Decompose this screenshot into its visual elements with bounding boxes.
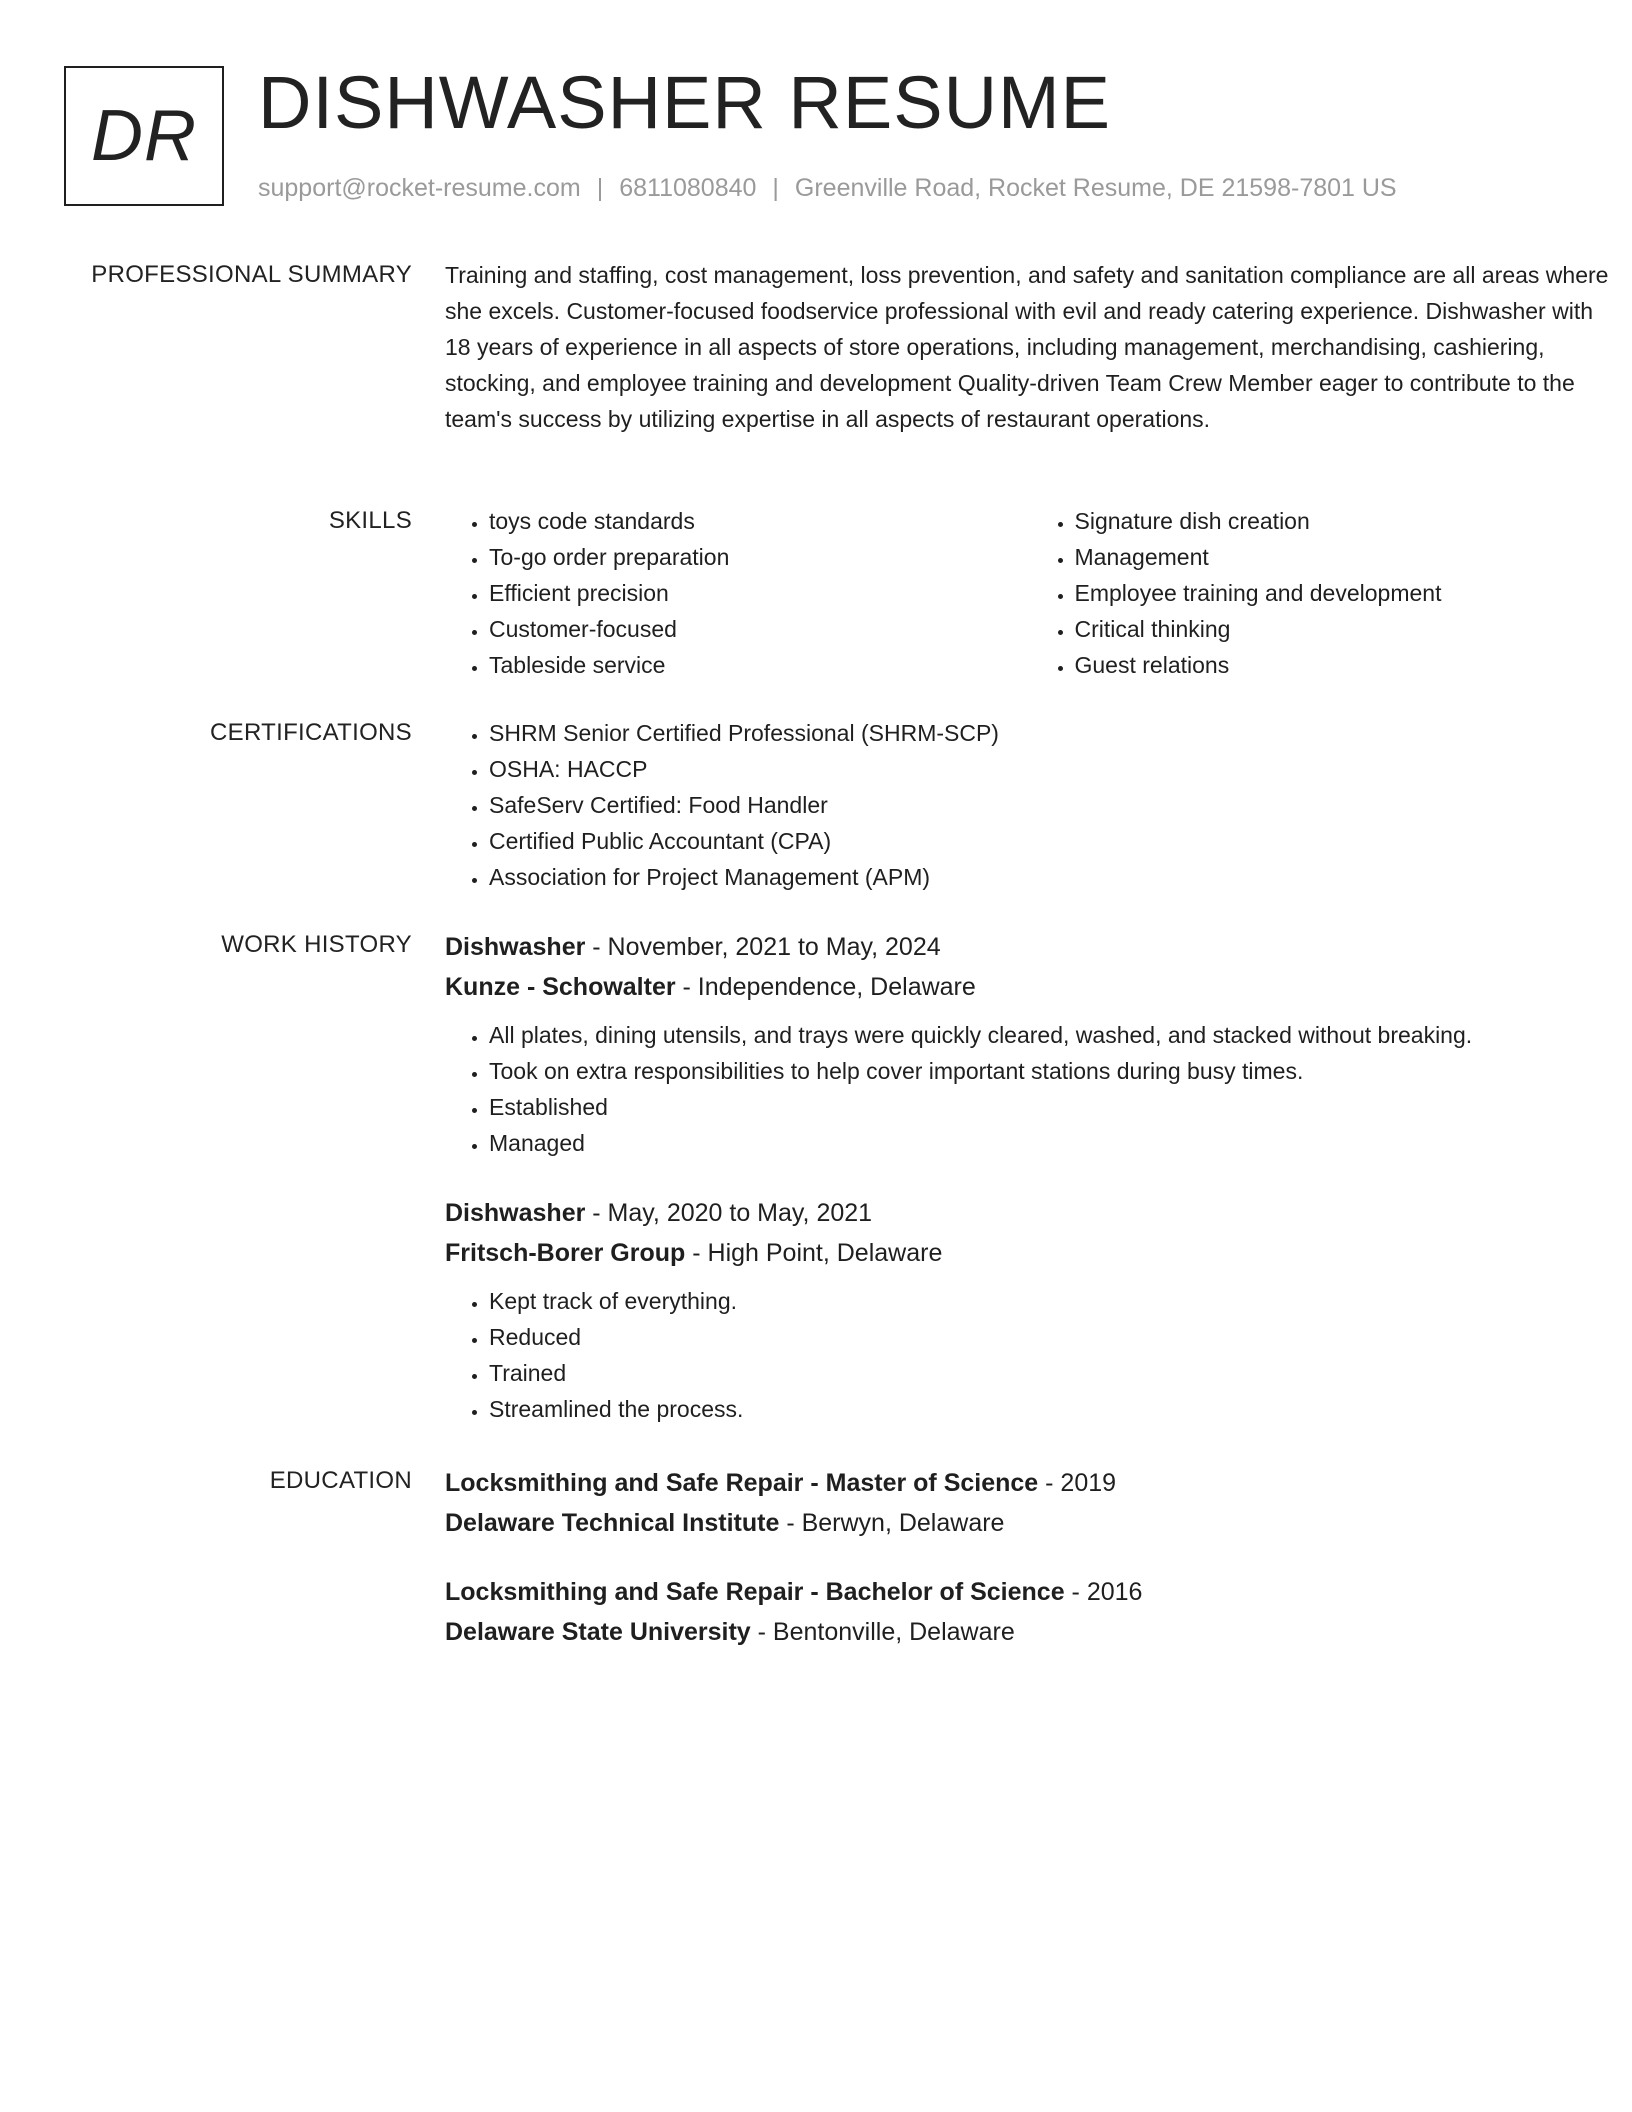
job-company: Kunze - Schowalter: [445, 973, 676, 1001]
job-entry: [445, 1193, 1616, 1427]
contact-line: [258, 174, 1397, 203]
resume-title: DISHWASHER RESUME: [258, 61, 1112, 144]
list-item: • Took on extra responsibilities to help cover important stations during busy times.: [489, 1053, 1616, 1089]
list-item: • toys code standards: [489, 503, 1031, 539]
contact-separator: |: [596, 174, 604, 202]
skills-heading: SKILLS: [328, 507, 412, 534]
contact-phone[interactable]: 6811080840: [619, 174, 757, 202]
skills-body: [445, 503, 1616, 683]
list-item: • Guest relations: [1075, 647, 1617, 683]
list-item: • Tableside service: [489, 647, 1031, 683]
school-name: Delaware State University: [445, 1618, 751, 1646]
certifications-heading: CERTIFICATIONS: [210, 719, 412, 746]
job-bullets: [445, 1283, 1616, 1427]
list-item: • To-go order preparation: [489, 539, 1031, 575]
list-item: • Efficient precision: [489, 575, 1031, 611]
list-item: • Association for Project Management (APM): [489, 859, 1616, 895]
education-body: [445, 1463, 1616, 1652]
certifications-list: [445, 715, 1616, 895]
list-item: • Reduced: [489, 1319, 1616, 1355]
degree-name: Locksmithing and Safe Repair - Bachelor of Science: [445, 1578, 1065, 1606]
resume-header: [64, 61, 1568, 208]
list-item: • Managed: [489, 1125, 1616, 1161]
summary-heading: PROFESSIONAL SUMMARY: [91, 261, 412, 288]
school-location: - Berwyn, Delaware: [779, 1509, 1005, 1537]
degree-line: [445, 1463, 1616, 1503]
list-item: • Streamlined the process.: [489, 1391, 1616, 1427]
list-item: • Management: [1075, 539, 1617, 575]
education-entry: [445, 1463, 1616, 1543]
list-item: • Trained: [489, 1355, 1616, 1391]
school-name: Delaware Technical Institute: [445, 1509, 780, 1537]
job-bullets: [445, 1017, 1616, 1161]
school-line: [445, 1503, 1616, 1543]
skills-list-left: [445, 503, 1031, 683]
list-item: • Certified Public Accountant (CPA): [489, 823, 1616, 859]
job-title-line: [445, 1193, 1616, 1233]
job-dates: - November, 2021 to May, 2024: [585, 933, 941, 961]
list-item: • SHRM Senior Certified Professional (SHRM-SCP): [489, 715, 1616, 751]
job-company-line: [445, 1233, 1616, 1273]
contact-email[interactable]: support@rocket-resume.com: [258, 174, 581, 202]
degree-year: - 2019: [1038, 1469, 1117, 1497]
contact-address: Greenville Road, Rocket Resume, DE 21598-7801 US: [794, 174, 1397, 202]
summary-text: Training and staffing, cost management, loss prevention, and safety and sanitation compliance are all areas where she excels. Customer-focused foodservice professional with evil and ready catering experience. Dishwasher with 18 years of experience in all aspects of store operations, including management, merchandising, cashiering, stocking, and employee training and development Quality-driven Team Crew Member eager to contribute to the team's success by utilizing expertise in all aspects of restaurant operations.: [445, 262, 1609, 432]
education-heading: EDUCATION: [269, 1467, 412, 1494]
list-item: • Critical thinking: [1075, 611, 1617, 647]
contact-separator: |: [772, 174, 779, 202]
skills-list-right: [1031, 503, 1617, 683]
school-location: - Bentonville, Delaware: [750, 1618, 1015, 1646]
list-item: • OSHA: HACCP: [489, 751, 1616, 787]
job-location: - High Point, Delaware: [685, 1239, 943, 1267]
list-item: • SafeServ Certified: Food Handler: [489, 787, 1616, 823]
job-company: Fritsch-Borer Group: [445, 1239, 686, 1267]
list-item: • All plates, dining utensils, and trays were quickly cleared, washed, and stacked without breaking.: [489, 1017, 1616, 1053]
job-title-line: [445, 927, 1616, 967]
list-item: • Employee training and development: [1075, 575, 1617, 611]
job-title: Dishwasher: [445, 933, 586, 961]
certifications-body: [445, 715, 1616, 895]
job-title: Dishwasher: [445, 1199, 586, 1227]
education-entry: [445, 1572, 1616, 1652]
monogram-logo: DR: [64, 66, 224, 206]
list-item: • Kept track of everything.: [489, 1283, 1616, 1319]
degree-year: - 2016: [1064, 1578, 1143, 1606]
work-history-heading: WORK HISTORY: [221, 931, 412, 958]
degree-name: Locksmithing and Safe Repair - Master of Science: [445, 1469, 1039, 1497]
job-location: - Independence, Delaware: [675, 973, 976, 1001]
school-line: [445, 1612, 1616, 1652]
list-item: • Customer-focused: [489, 611, 1031, 647]
summary-body: [445, 257, 1616, 437]
job-entry: [445, 927, 1616, 1161]
list-item: • Established: [489, 1089, 1616, 1125]
list-item: • Signature dish creation: [1075, 503, 1617, 539]
work-history-body: [445, 927, 1616, 1427]
job-dates: - May, 2020 to May, 2021: [585, 1199, 873, 1227]
degree-line: [445, 1572, 1616, 1612]
job-company-line: [445, 967, 1616, 1007]
